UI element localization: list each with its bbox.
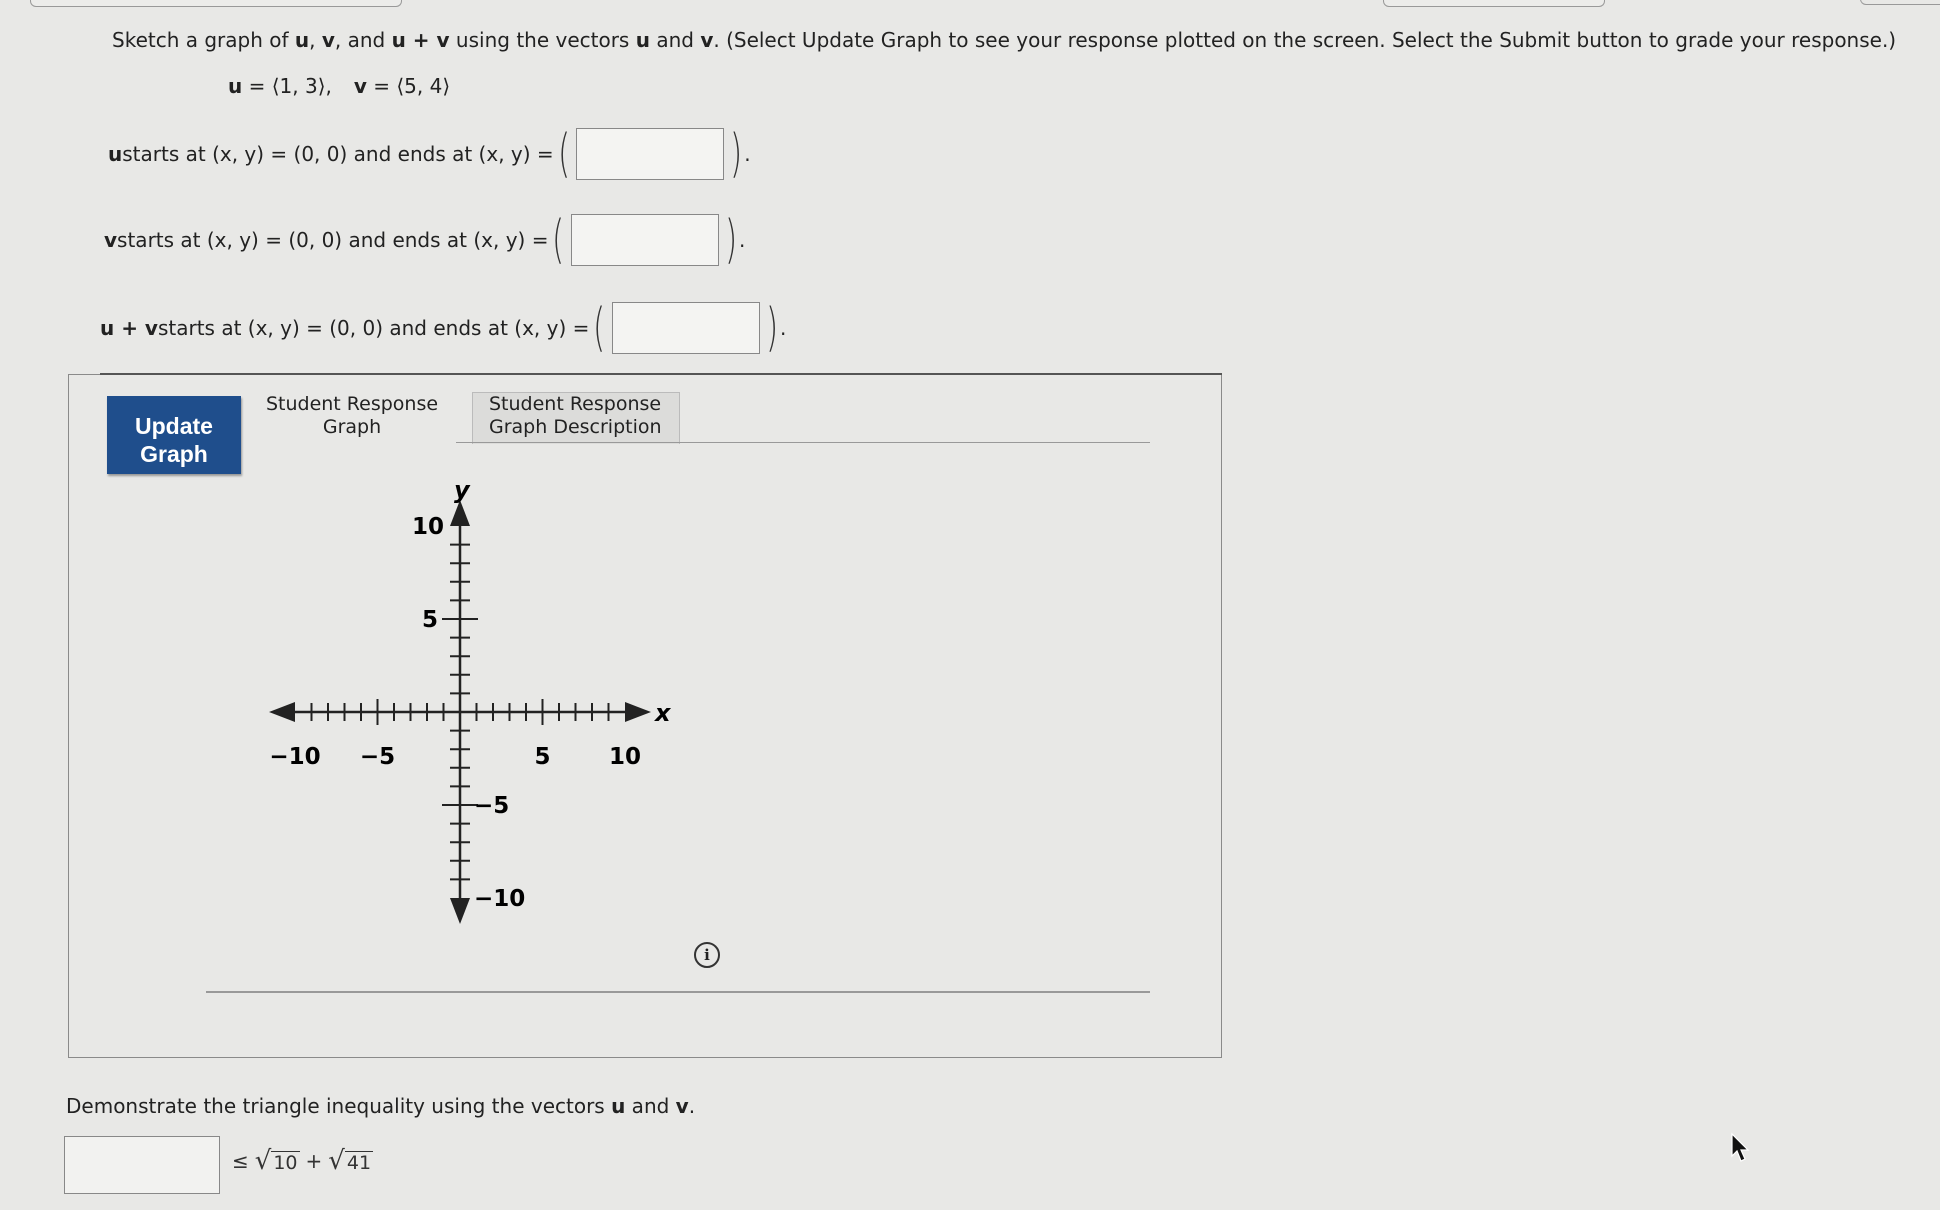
sqrt-41: √ 41 (328, 1146, 372, 1176)
x-axis-label: x (655, 699, 671, 727)
y-tick-label: −5 (474, 793, 510, 819)
tab-student-response-graph[interactable]: Student Response Graph (265, 393, 439, 438)
vector-definitions: u = ⟨1, 3⟩, v = ⟨5, 4⟩ (228, 74, 451, 98)
u-plus-v-endpoint-row: u + v starts at (x, y) = (0, 0) and ends at (x, y) = ( ) . (100, 298, 787, 358)
u-end-input[interactable] (576, 128, 724, 180)
x-tick-label: 10 (608, 744, 642, 770)
top-tab-left (30, 0, 402, 7)
axes (285, 516, 635, 908)
u-plus-v-end-input[interactable] (612, 302, 760, 354)
triangle-inequality-prompt: Demonstrate the triangle inequality using the vectors u and v. (66, 1094, 696, 1118)
update-graph-button[interactable]: Update Graph (107, 396, 241, 474)
v-end-input[interactable] (571, 214, 719, 266)
u-endpoint-row: u starts at (x, y) = (0, 0) and ends at (x, y) = ( ) . (108, 124, 751, 184)
tab-underline (456, 442, 1150, 443)
x-tick-label: 5 (534, 744, 551, 770)
y-tick-label: −10 (474, 886, 526, 912)
x-tick-label: −10 (269, 744, 321, 770)
inequality-expression: ≤ √ 10 + √ 41 (232, 1146, 372, 1176)
norm-sum-input[interactable] (64, 1136, 220, 1194)
top-tab-right (1383, 0, 1605, 7)
coordinate-graph[interactable] (200, 460, 720, 940)
y-axis-label: y (454, 476, 470, 504)
y-axis-down-arrow (450, 898, 470, 924)
info-icon[interactable]: i (694, 942, 720, 968)
instructions: Sketch a graph of u, v, and u + v using the vectors u and v. (Select Update Graph to see your response plotted on the screen. Select the Submit button to grade your response.) (112, 28, 1897, 52)
mouse-cursor-icon (1730, 1132, 1752, 1164)
x-axis-right-arrow (625, 702, 651, 722)
x-axis-left-arrow (269, 702, 295, 722)
sqrt-10: √ 10 (254, 1146, 298, 1176)
y-tick-label: 10 (412, 514, 445, 540)
panel-divider-top (100, 373, 1222, 375)
top-tab-far (1860, 0, 1940, 5)
v-endpoint-row: v starts at (x, y) = (0, 0) and ends at (x, y) = ( ) . (104, 210, 746, 270)
panel-divider-bottom (206, 991, 1150, 993)
x-tick-label: −5 (359, 744, 396, 770)
y-tick-label: 5 (422, 607, 439, 633)
tab-student-response-graph-description[interactable]: Student Response Graph Description (472, 392, 680, 444)
